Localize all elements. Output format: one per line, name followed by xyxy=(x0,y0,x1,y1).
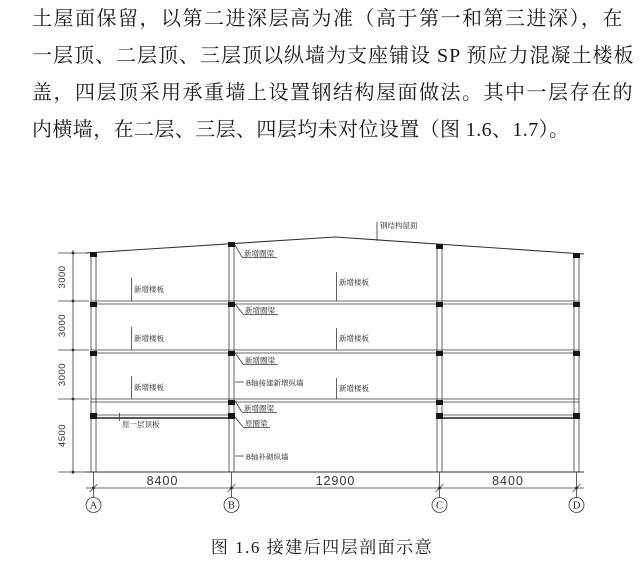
ring-beam-markers xyxy=(90,242,580,419)
body-text-line: 盖，四层顶采用承重墙上设置钢结构屋面做法。其中一层存在的 xyxy=(32,82,634,104)
wall-axis-c xyxy=(437,244,442,472)
wall-axis-d xyxy=(574,253,579,472)
axis-letter: C xyxy=(435,500,444,512)
new-ring-beam-label: 新增圈梁 xyxy=(244,404,274,413)
original-ring-beam-annotation xyxy=(235,417,270,428)
new-ring-beam-label: 新增圈梁 xyxy=(244,249,274,258)
new-ring-beam-annotation-l3 xyxy=(235,304,278,315)
dimension-left xyxy=(57,250,89,474)
original-ring-beam-label: 原圈梁 xyxy=(245,419,268,428)
new-floor-slab-annotation-left-4 xyxy=(132,278,165,301)
axis-bubble-d xyxy=(569,498,584,513)
figure-caption: 图 1.6 接建后四层剖面示意 xyxy=(210,538,434,557)
axis-letter: A xyxy=(89,500,98,512)
vertical-dim-label: 3000 xyxy=(57,362,68,387)
new-floor-slab-label: 新增楼板 xyxy=(134,285,164,294)
new-floor-slab-annotation-left-3 xyxy=(132,327,165,350)
new-floor-slab-label: 新增楼板 xyxy=(134,383,164,392)
horizontal-dim-label: 12900 xyxy=(315,474,356,488)
vertical-dim-label: 4500 xyxy=(57,423,68,448)
original-roof-slab-left xyxy=(96,415,229,418)
body-text-line: 内横墙，在二层、三层、四层均未对位设置（图 1.6、1.7）。 xyxy=(32,119,570,141)
floor-slab-level4 xyxy=(91,301,579,304)
body-text-line: 土屋面保留，以第二进深层高为准（高于第一和第三进深），在 xyxy=(32,8,624,30)
new-floor-slab-label: 新增楼板 xyxy=(339,334,369,343)
new-floor-slab-annotation-mid-4 xyxy=(337,272,370,301)
new-floor-slab-annotation-left-2 xyxy=(132,376,165,399)
b-axis-infill-wall-annotation xyxy=(235,452,289,462)
new-floor-slab-annotation-mid-2 xyxy=(337,378,370,399)
new-ring-beam-label: 新增圈梁 xyxy=(245,356,275,365)
roof-line xyxy=(86,237,584,254)
axis-bubble-a xyxy=(86,498,101,513)
wall-axis-b xyxy=(229,242,234,472)
horizontal-dim-label: 8400 xyxy=(146,474,179,488)
b-axis-new-wall-annotation xyxy=(235,378,304,388)
floor-slab-level2 xyxy=(91,399,579,402)
axis-letter: B xyxy=(227,500,236,512)
new-ring-beam-annotation-l4 xyxy=(235,245,277,258)
wall-axis-a xyxy=(91,252,96,472)
new-floor-slab-label: 新增楼板 xyxy=(339,384,369,393)
new-floor-slab-label: 新增楼板 xyxy=(134,334,164,343)
horizontal-dim-label: 8400 xyxy=(492,474,524,488)
floor-slab-level3 xyxy=(91,350,579,353)
roof-label: 钢结构屋面 xyxy=(380,221,418,230)
axis-letter: D xyxy=(572,500,581,512)
vertical-dim-label: 3000 xyxy=(57,265,68,289)
new-floor-slab-annotation-mid-3 xyxy=(337,328,370,350)
axis-bubble-b xyxy=(224,498,239,513)
new-ring-beam-label: 新增圈梁 xyxy=(245,306,275,315)
new-floor-slab-label: 新增楼板 xyxy=(339,278,369,287)
original-roof-slab-label: 原一层顶板 xyxy=(122,420,160,429)
axis-bubble-c xyxy=(432,498,447,513)
original-roof-slab-right xyxy=(442,415,574,418)
dimension-bottom xyxy=(86,472,584,498)
b-axis-new-wall-label: B轴接建新增纵墙 xyxy=(246,378,304,388)
b-axis-infill-wall-label: B轴补砌纵墙 xyxy=(246,452,289,462)
vertical-dim-label: 3000 xyxy=(57,313,68,338)
new-ring-beam-annotation-l1 xyxy=(235,401,277,413)
new-ring-beam-annotation-l2 xyxy=(235,353,278,365)
body-text-line: 一层顶、二层顶、三层顶以纵墙为支座铺设 SP 预应力混凝土楼板 xyxy=(32,45,635,67)
